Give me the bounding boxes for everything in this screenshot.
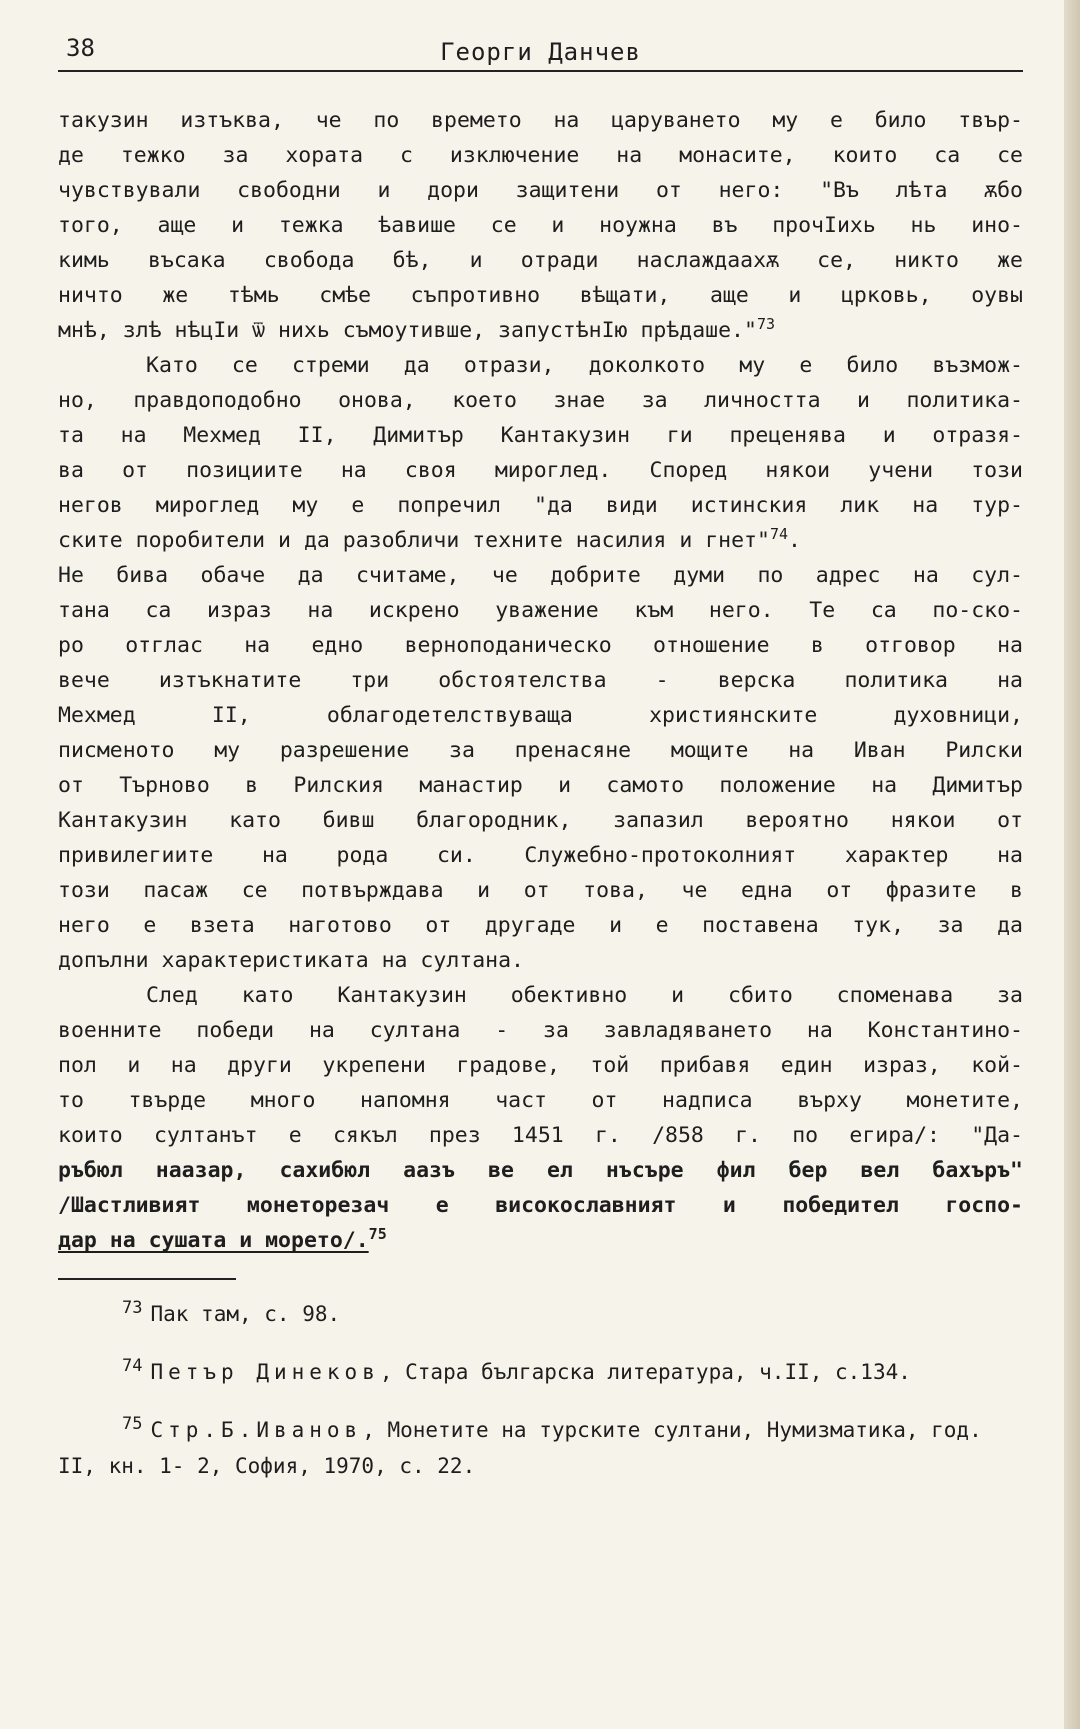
footnote-author: Стр.Б.Иванов [150,1418,363,1442]
text-line: вече изтъкнатите три обстоятелства - верска политика на [58,668,1023,693]
text-line: такузин изтъква, че по времето на царуването му е било твър- [58,108,1023,133]
footnote-author: Петър Динеков [150,1360,380,1384]
text-line: та на Мехмед II, Димитър Кантакузин ги преценява и отразя- [58,423,1023,448]
footnote-75 [58,1406,1023,1484]
text-line: /Шастливият монеторезач е високославният и победител госпо- [58,1193,1023,1218]
page-edge-shadow [1064,0,1080,1729]
text-line: того, аще и тежка ѣавише се и ноужна въ прочІихь нь ино- [58,213,1023,238]
page-header [58,34,1023,72]
text-line: дар на сушата и морето/. [58,1228,369,1253]
footnote-number: 73 [122,1298,143,1318]
footnote-divider [58,1278,236,1280]
text-line: де тежко за хората с изключение на монасите, които са се [58,143,1023,168]
text-line: ва от позициите на своя мироглед. Според някои учени този [58,458,1023,483]
paragraph-start-line: След като Кантакузин обективно и сбито споменава за [146,983,1023,1008]
text-line: чувствували свободни и дори защитени от него: "Въ лѣта ѫбо [58,178,1023,203]
text-line: Не бива обаче да считаме, че добрите думи по адрес на сул- [58,563,1023,588]
text-line-with-footnote [58,313,1023,348]
footnote-74 [58,1348,1023,1390]
text-line: ските поробители и да разобличи техните насилия и гнет" [58,528,770,553]
footnote-73 [58,1290,1023,1332]
text-line: тана са израз на искрено уважение към него. Те са по-ско- [58,598,1023,623]
footnote-ref-73: 73 [756,314,776,333]
text-line: мнѣ, злѣ нѣцІи ѿ нихь съмоутивше, запустѣнІю прѣдаше." [58,318,757,343]
text-line: негов мироглед му е попречил "да види истинския лик на тур- [58,493,1023,518]
paragraph-start-line: Като се стреми да отрази, доколкото му е било възмож- [146,353,1023,378]
footnote-number: 74 [122,1356,143,1376]
text-line: но, правдоподобно онова, което знае за личността и политика- [58,388,1023,413]
footnote-ref-74: 74 [769,524,788,543]
text-line: ничто же тѣмь смѣе съпротивно вѣщати, аще и црковь, оувы [58,283,1023,308]
footnote-number: 75 [122,1414,143,1434]
text-line-with-footnote: ските поробители и да разобличи техните насилия и гнет"$^{74}$. [58,524,801,553]
footnote-text: Пак там, с. 98. [150,1302,341,1326]
text-line: които султанът е сякъл през 1451 г. /858 г. по егира/: "Да- [58,1123,1023,1148]
running-title: Георги Данчев [440,38,641,66]
footnote-ref-75: 75 [368,1224,387,1243]
text-line: него е взета наготово от другаде и е поставена тук, за да [58,913,1023,938]
text-line-with-footnote [58,1223,1023,1258]
text-line: пол и на други укрепени градове, той прибавя един израз, кой- [58,1053,1023,1078]
text-line: ро отглас на едно верноподаническо отношение в отговор на [58,633,1023,658]
text-line: Мехмед II, облагодетелствуваща християнските духовници, [58,703,1023,728]
text-line: привилегиите на рода си. Служебно-протоколният характер на [58,843,1023,868]
text-line: допълни характеристиката на султана. [58,948,524,973]
footnote-text: , Стара българска литература, ч.II, с.134. [379,1360,911,1384]
text-line: от Търново в Рилския манастир и самото положение на Димитър [58,773,1023,798]
text-line: ръбюл наазар, сахибюл аазъ ве ел нъсъре фил бер вел бахъръ" [58,1158,1023,1183]
text-line: този пасаж се потвърждава и от това, че една от фразите в [58,878,1023,903]
text-line: Кантакузин като бивш благородник, запазил вероятно някои от [58,808,1023,833]
text-line: кимь въсака свобода бѣ, и отради наслаждаахѫ се, никто же [58,248,1023,273]
footnote-text: , Монетите на турските султани, Нумизматика, год. II, кн. 1- 2, София, 1970, с. 22. [58,1418,982,1478]
text-line: писменото му разрешение за пренасяне мощите на Иван Рилски [58,738,1023,763]
text-line: военните победи на султана - за завладяването на Константино- [58,1018,1023,1043]
footnotes [58,1290,1023,1500]
main-text [58,103,1023,1258]
page-number: 38 [66,34,95,62]
text-line: то твърде много напомня част от надписа върху монетите, [58,1088,1023,1113]
